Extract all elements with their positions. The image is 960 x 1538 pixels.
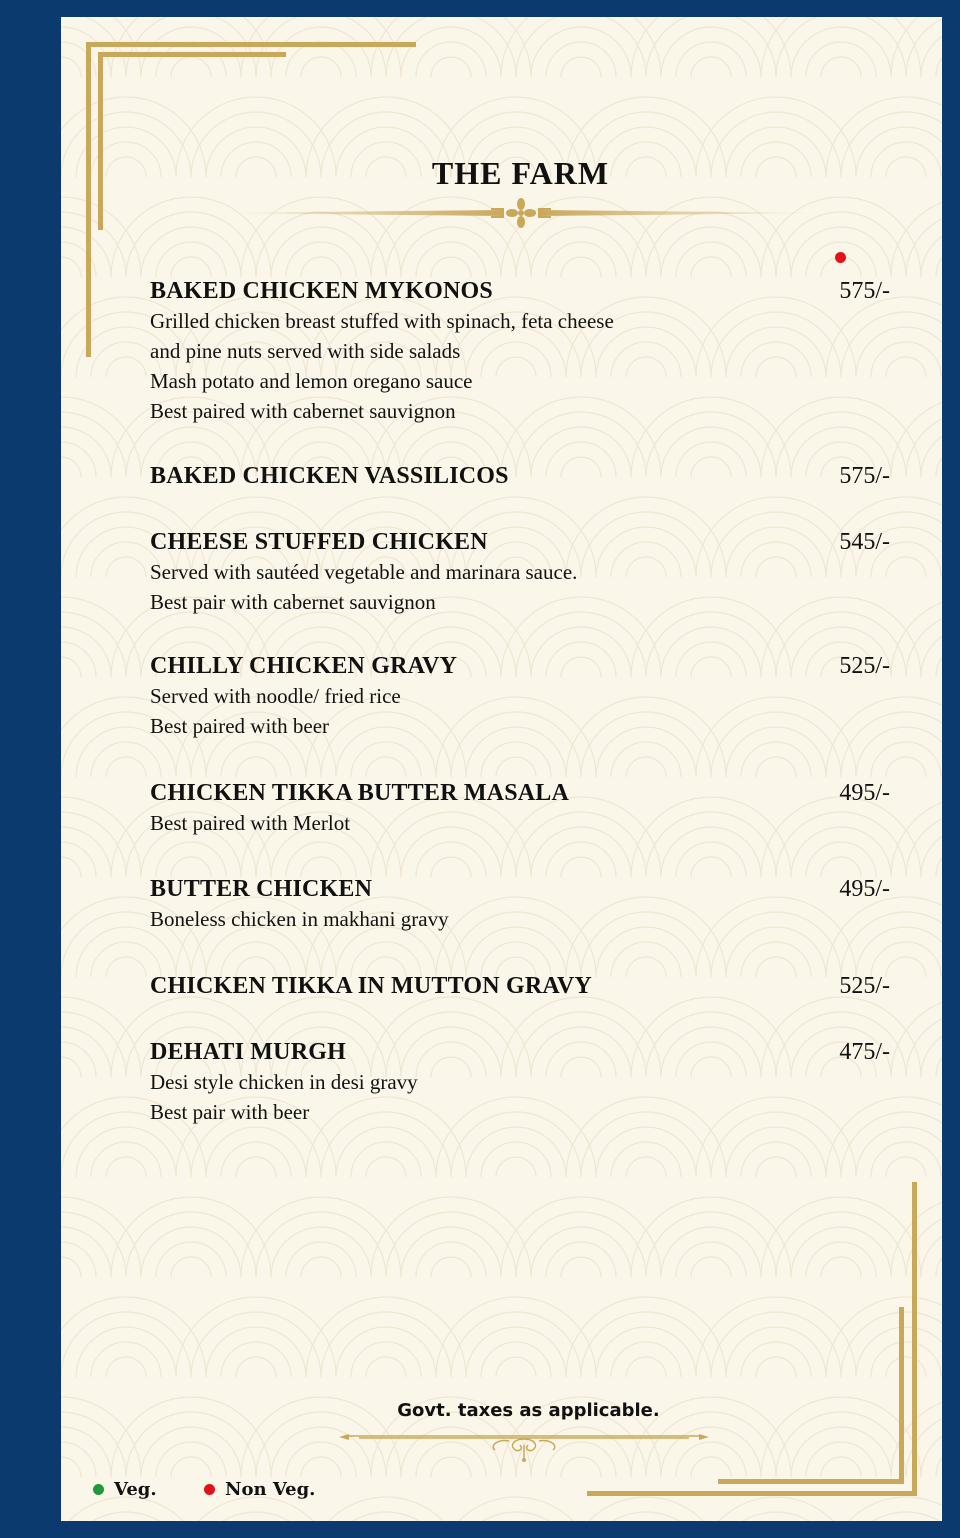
menu-item-description: Best paired with beer xyxy=(150,714,330,738)
menu-item xyxy=(150,527,890,617)
corner-frame-bottom-right xyxy=(912,1182,917,1496)
menu-item-price: 575/- xyxy=(839,278,890,304)
menu-item-price: 475/- xyxy=(839,1039,890,1065)
corner-frame-top-left xyxy=(98,52,103,230)
corner-frame-bottom-right xyxy=(718,1479,904,1484)
menu-item-name: CHILLY CHICKEN GRAVY xyxy=(150,653,458,679)
menu-item-description: Boneless chicken in makhani gravy xyxy=(150,907,449,931)
menu-item-description: Mash potato and lemon oregano sauce xyxy=(150,369,473,393)
menu-item-name: CHICKEN TIKKA BUTTER MASALA xyxy=(150,780,570,806)
menu-item-description: Best pair with cabernet sauvignon xyxy=(150,590,436,614)
menu-item-description: Best pair with beer xyxy=(150,1100,310,1124)
legend-veg xyxy=(93,1479,157,1500)
menu-item-price: 525/- xyxy=(839,653,890,679)
legend-veg-label: Veg. xyxy=(114,1479,157,1500)
corner-frame-top-left xyxy=(86,42,416,47)
menu-item-description: Desi style chicken in desi gravy xyxy=(150,1070,418,1094)
menu-item-name: BAKED CHICKEN MYKONOS xyxy=(150,278,493,304)
menu-item-description: Served with sautéed vegetable and marinara sauce. xyxy=(150,560,578,584)
menu-item-price: 575/- xyxy=(839,463,890,489)
menu-item xyxy=(150,971,890,1001)
menu-item-name: CHEESE STUFFED CHICKEN xyxy=(150,529,488,555)
menu-item-price: 525/- xyxy=(839,973,890,999)
menu-item-price: 495/- xyxy=(839,876,890,902)
corner-frame-top-left xyxy=(86,42,91,357)
menu-item xyxy=(150,874,890,934)
menu-item-name: BAKED CHICKEN VASSILICOS xyxy=(150,463,509,489)
corner-frame-top-left xyxy=(98,52,286,57)
non-veg-indicator-dot xyxy=(835,252,846,263)
menu-item-description: and pine nuts served with side salads xyxy=(150,339,461,363)
menu-item-price: 545/- xyxy=(839,529,890,555)
menu-item xyxy=(150,651,890,741)
menu-item xyxy=(150,778,890,838)
menu-item xyxy=(150,276,890,426)
non-veg-dot-icon xyxy=(204,1484,215,1495)
background-pattern xyxy=(61,17,942,1521)
footer-ornament xyxy=(339,1425,709,1465)
menu-item-description: Grilled chicken breast stuffed with spinach, feta cheese xyxy=(150,309,614,333)
tax-note: Govt. taxes as applicable. xyxy=(397,1400,660,1421)
menu-item-description: Best paired with cabernet sauvignon xyxy=(150,399,456,423)
menu-item-name: DEHATI MURGH xyxy=(150,1039,346,1065)
title-divider-ornament xyxy=(221,197,821,229)
legend-non-veg-label: Non Veg. xyxy=(225,1479,316,1500)
section-title: THE FARM xyxy=(431,155,610,191)
corner-frame-bottom-right xyxy=(587,1491,917,1496)
legend-non-veg xyxy=(204,1479,315,1500)
menu-item xyxy=(150,461,890,491)
menu-item-description: Served with noodle/ fried rice xyxy=(150,684,401,708)
menu-item-price: 495/- xyxy=(839,780,890,806)
menu-item-name: BUTTER CHICKEN xyxy=(150,876,373,902)
menu-item-name: CHICKEN TIKKA IN MUTTON GRAVY xyxy=(150,973,592,999)
menu-item xyxy=(150,1037,890,1127)
veg-dot-icon xyxy=(93,1484,104,1495)
corner-frame-bottom-right xyxy=(899,1307,904,1484)
menu-item-description: Best paired with Merlot xyxy=(150,811,351,835)
menu-page xyxy=(61,17,942,1521)
